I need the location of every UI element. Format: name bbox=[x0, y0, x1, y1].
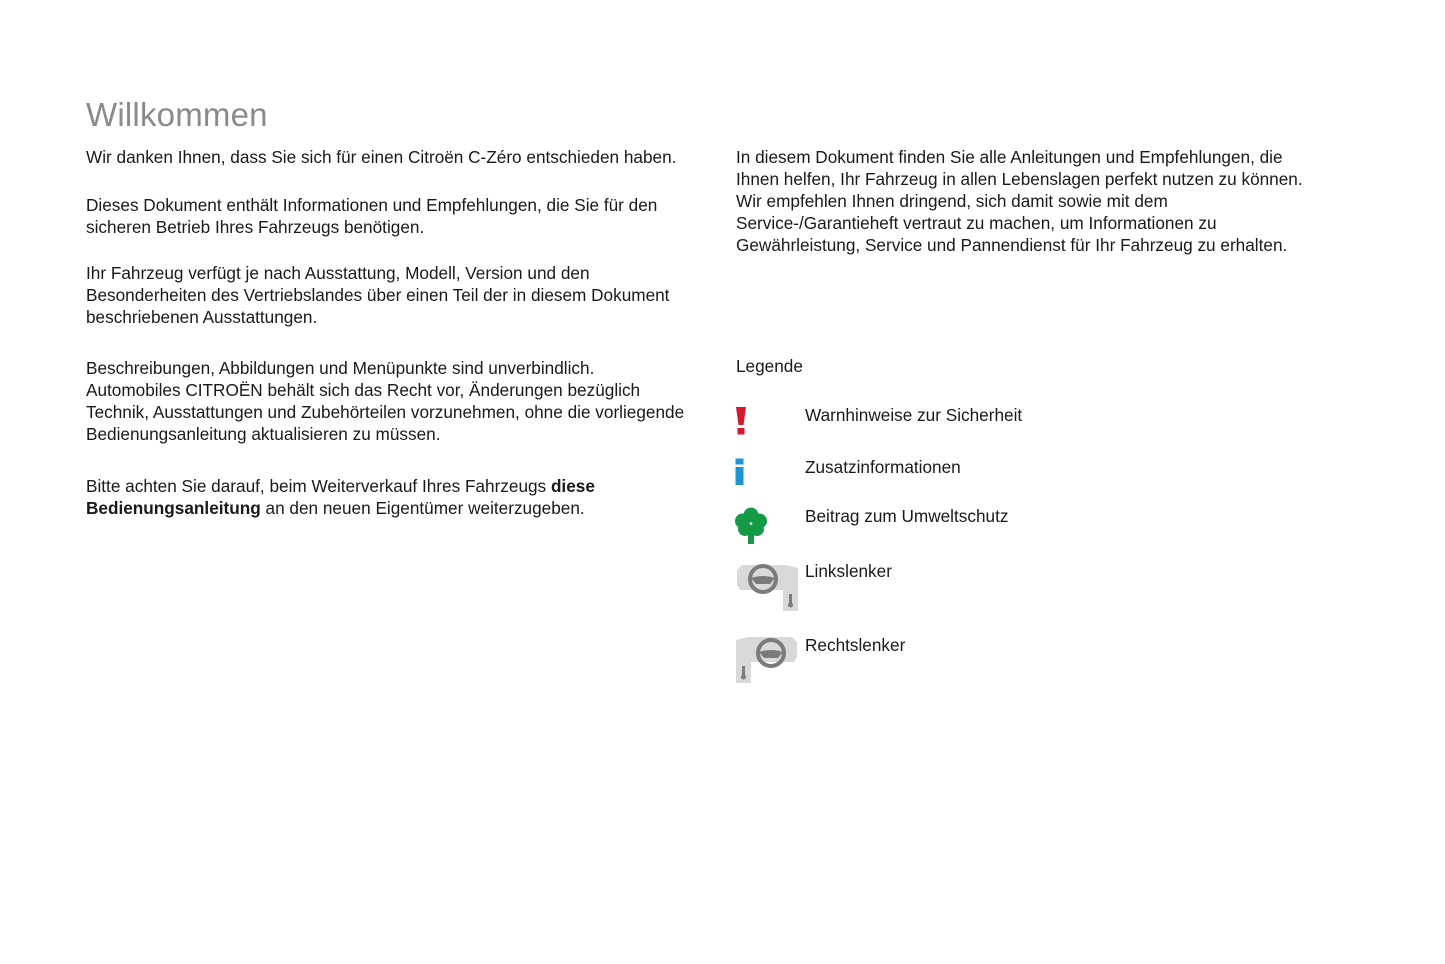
legend-label-info: Zusatzinformationen bbox=[805, 457, 961, 477]
left-hand-drive-icon bbox=[734, 562, 800, 614]
resale-text-bold: diese Bedienungsanleitung bbox=[86, 476, 595, 518]
right-intro-paragraph: In diesem Dokument finden Sie alle Anleitungen und Empfehlungen, die Ihnen helfen, Ihr Fahrzeug in allen Lebenslagen perfekt nutzen zu können. Wir empfehlen Ihnen dringend, sich damit sowie mit dem Service-/Garantieheft vertraut zu machen, um Informationen zu Gewährleistung, Service und Pannendienst für Ihr Fahrzeug zu erhalten. bbox=[736, 147, 1303, 255]
legend-label-left-hand-drive: Linkslenker bbox=[805, 561, 892, 581]
warning-icon bbox=[734, 406, 748, 436]
legend-label-warning: Warnhinweise zur Sicherheit bbox=[805, 405, 1023, 425]
resale-text-start: Bitte achten Sie darauf, beim Weiterverkauf Ihres Fahrzeugs bbox=[86, 476, 551, 496]
resale-text-end: an den neuen Eigentümer weiterzugeben. bbox=[260, 497, 585, 518]
equipment-variation-paragraph: Ihr Fahrzeug verfügt je nach Ausstattung, Modell, Version und den Besonderheiten des Vertriebslandes über einen Teil der in diesem Dokument beschriebenen Ausstattungen. bbox=[86, 263, 670, 327]
resale-paragraph bbox=[86, 476, 686, 520]
info-icon bbox=[734, 458, 746, 486]
disclaimer-paragraph: Beschreibungen, Abbildungen und Menüpunkte sind unverbindlich. Automobiles CITROËN behält sich das Recht vor, Änderungen bezüglich Technik, Ausstattungen und Zubehörteilen vorzunehmen, ohne die vorliegende Bedienungsanleitung aktualisieren zu müssen. bbox=[86, 358, 685, 444]
intro-thanks-paragraph: Wir danken Ihnen, dass Sie sich für einen Citroën C-Zéro entschieden haben. bbox=[86, 147, 677, 167]
legend-heading: Legende bbox=[736, 356, 803, 376]
legend-label-environment: Beitrag zum Umweltschutz bbox=[805, 506, 1009, 526]
document-purpose-paragraph: Dieses Dokument enthält Informationen und Empfehlungen, die Sie für den sicheren Betrieb Ihres Fahrzeugs benötigen. bbox=[86, 195, 658, 237]
tree-icon bbox=[734, 506, 768, 546]
right-hand-drive-icon bbox=[734, 634, 800, 686]
page-title: Willkommen bbox=[86, 96, 268, 133]
legend-label-right-hand-drive: Rechtslenker bbox=[805, 635, 906, 655]
